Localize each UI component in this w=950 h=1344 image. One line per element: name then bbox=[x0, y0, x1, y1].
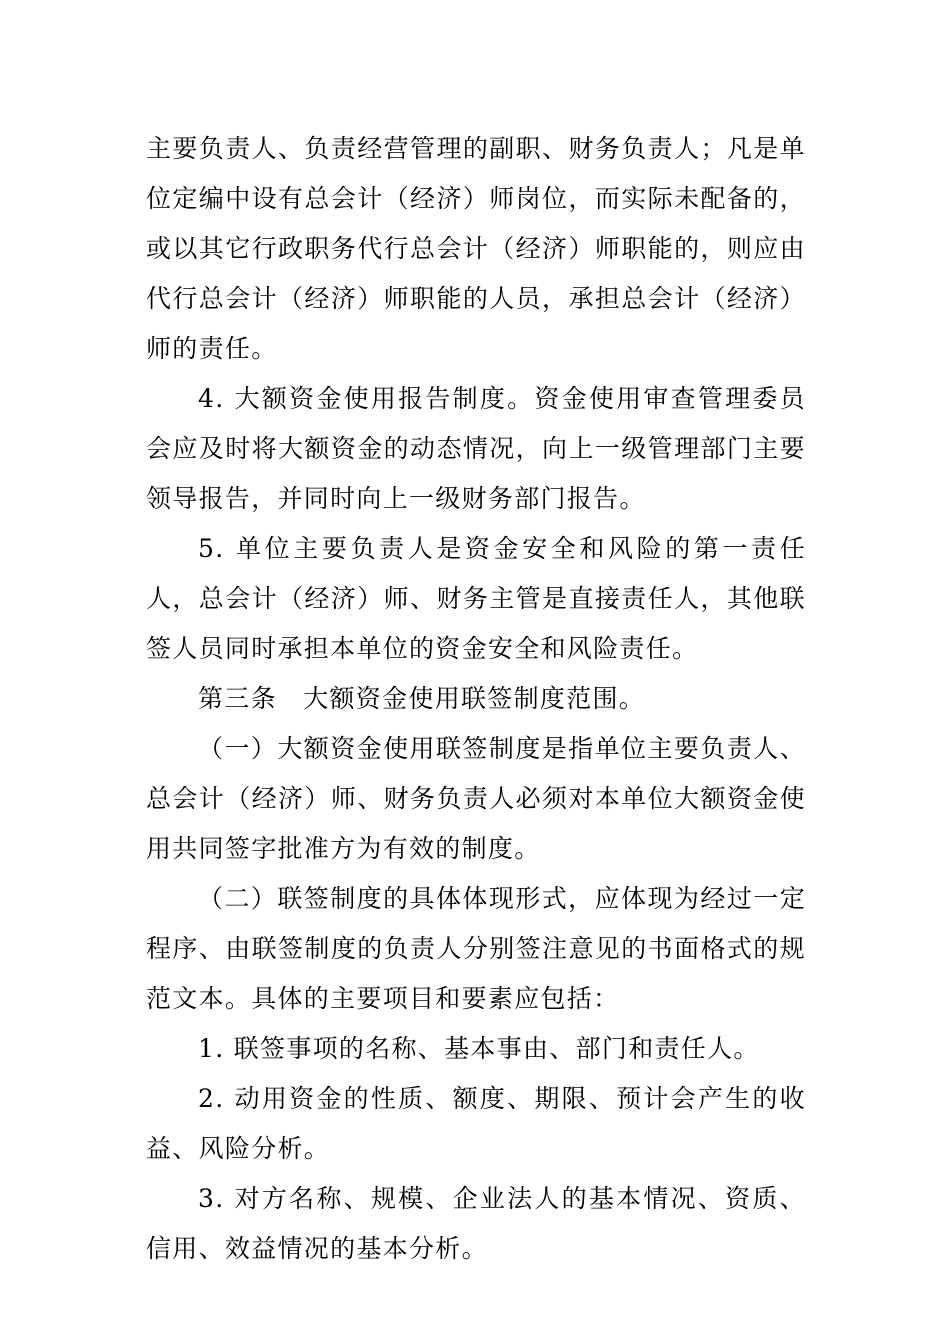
paragraph-list-item-3: 3. 对方名称、规模、企业法人的基本情况、资质、信用、效益情况的基本分析。 bbox=[146, 1184, 806, 1263]
paragraph-item-4-reporting-system: 4. 大额资金使用报告制度。资金使用审查管理委员会应及时将大额资金的动态情况，向上一级管理部门主要领导报告，并同时向上一级财务部门报告。 bbox=[146, 384, 806, 513]
document-body bbox=[146, 124, 806, 1274]
paragraph-responsibility-scope: 主要负责人、负责经营管理的副职、财务负责人；凡是单位定编中设有总会计（经济）师岗位，而实际未配备的，或以其它行政职务代行总会计（经济）师职能的，则应由代行总会计（经济）师职能的人员，承担总会计（经济）师的责任。 bbox=[146, 134, 806, 363]
paragraph-list-item-1: 1. 联签事项的名称、基本事由、部门和责任人。 bbox=[198, 1034, 760, 1063]
paragraph-section-2-form: （二）联签制度的具体体现形式，应体现为经过一定程序、由联签制度的负责人分别签注意见的书面格式的规范文本。具体的主要项目和要素应包括： bbox=[146, 884, 806, 1013]
paragraph-list-item-2: 2. 动用资金的性质、额度、期限、预计会产生的收益、风险分析。 bbox=[146, 1084, 806, 1163]
paragraph-item-5-primary-responsible: 5. 单位主要负责人是资金安全和风险的第一责任人，总会计（经济）师、财务主管是直接责任人，其他联签人员同时承担本单位的资金安全和风险责任。 bbox=[146, 534, 806, 663]
paragraph-article-3-heading: 第三条 大额资金使用联签制度范围。 bbox=[198, 684, 646, 713]
paragraph-section-1-definition: （一）大额资金使用联签制度是指单位主要负责人、总会计（经济）师、财务负责人必须对本单位大额资金使用共同签字批准方为有效的制度。 bbox=[146, 734, 806, 863]
